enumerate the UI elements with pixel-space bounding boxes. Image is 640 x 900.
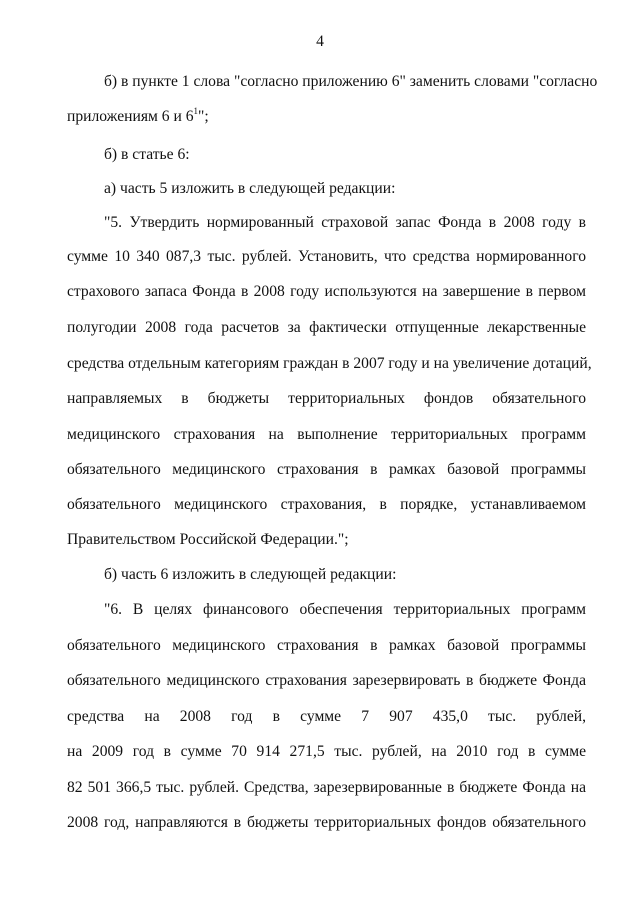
paragraph-line: средства на 2008 год в сумме 7 907 435,0 тыс. рублей, <box>67 708 586 725</box>
paragraph-line: б) в статье 6: <box>104 146 190 163</box>
paragraph-line: средства отдельным категориям граждан в 2007 году и на увеличение дотаций, <box>67 355 592 372</box>
superscript: 1 <box>193 105 199 116</box>
paragraph-line: полугодии 2008 года расчетов за фактически отпущенные лекарственные <box>67 319 586 336</box>
paragraph-line: на 2009 год в сумме 70 914 271,5 тыс. рублей, на 2010 год в сумме <box>67 743 586 760</box>
text-run: приложениям 6 и 6 <box>67 108 194 125</box>
paragraph-line: 2008 год, направляются в бюджеты территориальных фондов обязательного <box>67 814 586 831</box>
paragraph-line: направляемых в бюджеты территориальных фондов обязательного <box>67 390 586 407</box>
paragraph-line: Правительством Российской Федерации."; <box>67 531 349 548</box>
page-number: 4 <box>316 33 324 50</box>
paragraph-line: а) часть 5 изложить в следующей редакции: <box>104 180 396 197</box>
paragraph-line: медицинского страхования на выполнение территориальных программ <box>67 426 586 443</box>
paragraph-line: обязательного медицинского страхования, в порядке, устанавливаемом <box>67 496 586 513</box>
paragraph-line: 82 501 366,5 тыс. рублей. Средства, зарезервированные в бюджете Фонда на <box>67 779 586 796</box>
paragraph-line <box>67 107 586 127</box>
paragraph-line: страхового запаса Фонда в 2008 году используются на завершение в первом <box>67 283 586 300</box>
paragraph-line: обязательного медицинского страхования зарезервировать в бюджете Фонда <box>67 672 586 689</box>
paragraph-line: обязательного медицинского страхования в рамках базовой программы <box>67 637 586 654</box>
paragraph-line: обязательного медицинского страхования в рамках базовой программы <box>67 461 586 478</box>
paragraph-line: "5. Утвердить нормированный страховой запас Фонда в 2008 году в <box>104 214 586 231</box>
paragraph-line: б) часть 6 изложить в следующей редакции: <box>104 566 397 583</box>
text-run: "; <box>198 108 209 125</box>
paragraph-line: "6. В целях финансового обеспечения территориальных программ <box>104 601 586 618</box>
paragraph-line: б) в пункте 1 слова "согласно приложению 6" заменить словами "согласно <box>104 73 598 90</box>
paragraph-line: сумме 10 340 087,3 тыс. рублей. Установить, что средства нормированного <box>67 248 586 265</box>
